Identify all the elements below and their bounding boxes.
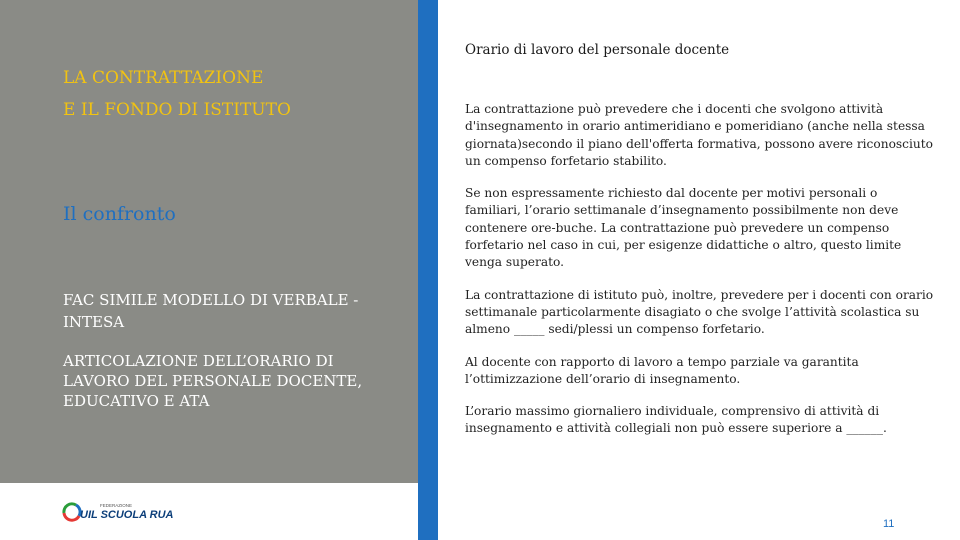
slide-subtitle: Il confronto: [63, 203, 176, 225]
paragraph: La contrattazione può prevedere che i docenti che svolgono attività d'insegnamento in orario antimeridiano e pomeridiano (anche nella stessa giornata)secondo il piano dell'offerta formativa, possono avere riconosciuto un compenso forfetario stabilito.: [465, 102, 933, 168]
content-heading: Orario di lavoro del personale docente: [465, 42, 730, 58]
slide-title-line2: E IL FONDO DI ISTITUTO: [63, 100, 291, 120]
section-title: ARTICOLAZIONE DELL’ORARIO DI LAVORO DEL PERSONALE DOCENTE, EDUCATIVO E ATA: [63, 352, 363, 410]
blue-divider-bar: [418, 0, 438, 540]
document-title: FAC SIMILE MODELLO DI VERBALE -INTESA: [63, 291, 359, 331]
content-body: [465, 101, 935, 453]
uil-scuola-rua-logo: [60, 500, 174, 524]
logo-federazione-text: FEDERAZIONE: [100, 503, 133, 508]
paragraph: La contrattazione di istituto può, inoltre, prevedere per i docenti con orario settimanale particolarmente disagiato o che svolge l’attività scolastica su almeno _____ sedi/plessi un compenso forfetario.: [465, 287, 934, 337]
logo-brand-text: UIL SCUOLA RUA: [80, 509, 174, 521]
paragraph: L’orario massimo giornaliero individuale, comprensivo di attività di insegnamento e attività collegiali non può essere superiore a ______.: [465, 404, 887, 436]
paragraph: Al docente con rapporto di lavoro a tempo parziale va garantita l’ottimizzazione dell’orario di insegnamento.: [465, 354, 859, 386]
page-number: 11: [883, 518, 895, 530]
paragraph: Se non espressamente richiesto dal docente per motivi personali o familiari, l’orario settimanale d’insegnamento possibilmente non deve contenere ore-buche. La contrattazione può prevedere un compenso forfetario nel caso in cui, per esigenze didattiche o altro, questo limite venga superato.: [465, 186, 902, 270]
slide-title: [63, 62, 291, 126]
slide-title-line1: LA CONTRATTAZIONE: [63, 68, 264, 88]
